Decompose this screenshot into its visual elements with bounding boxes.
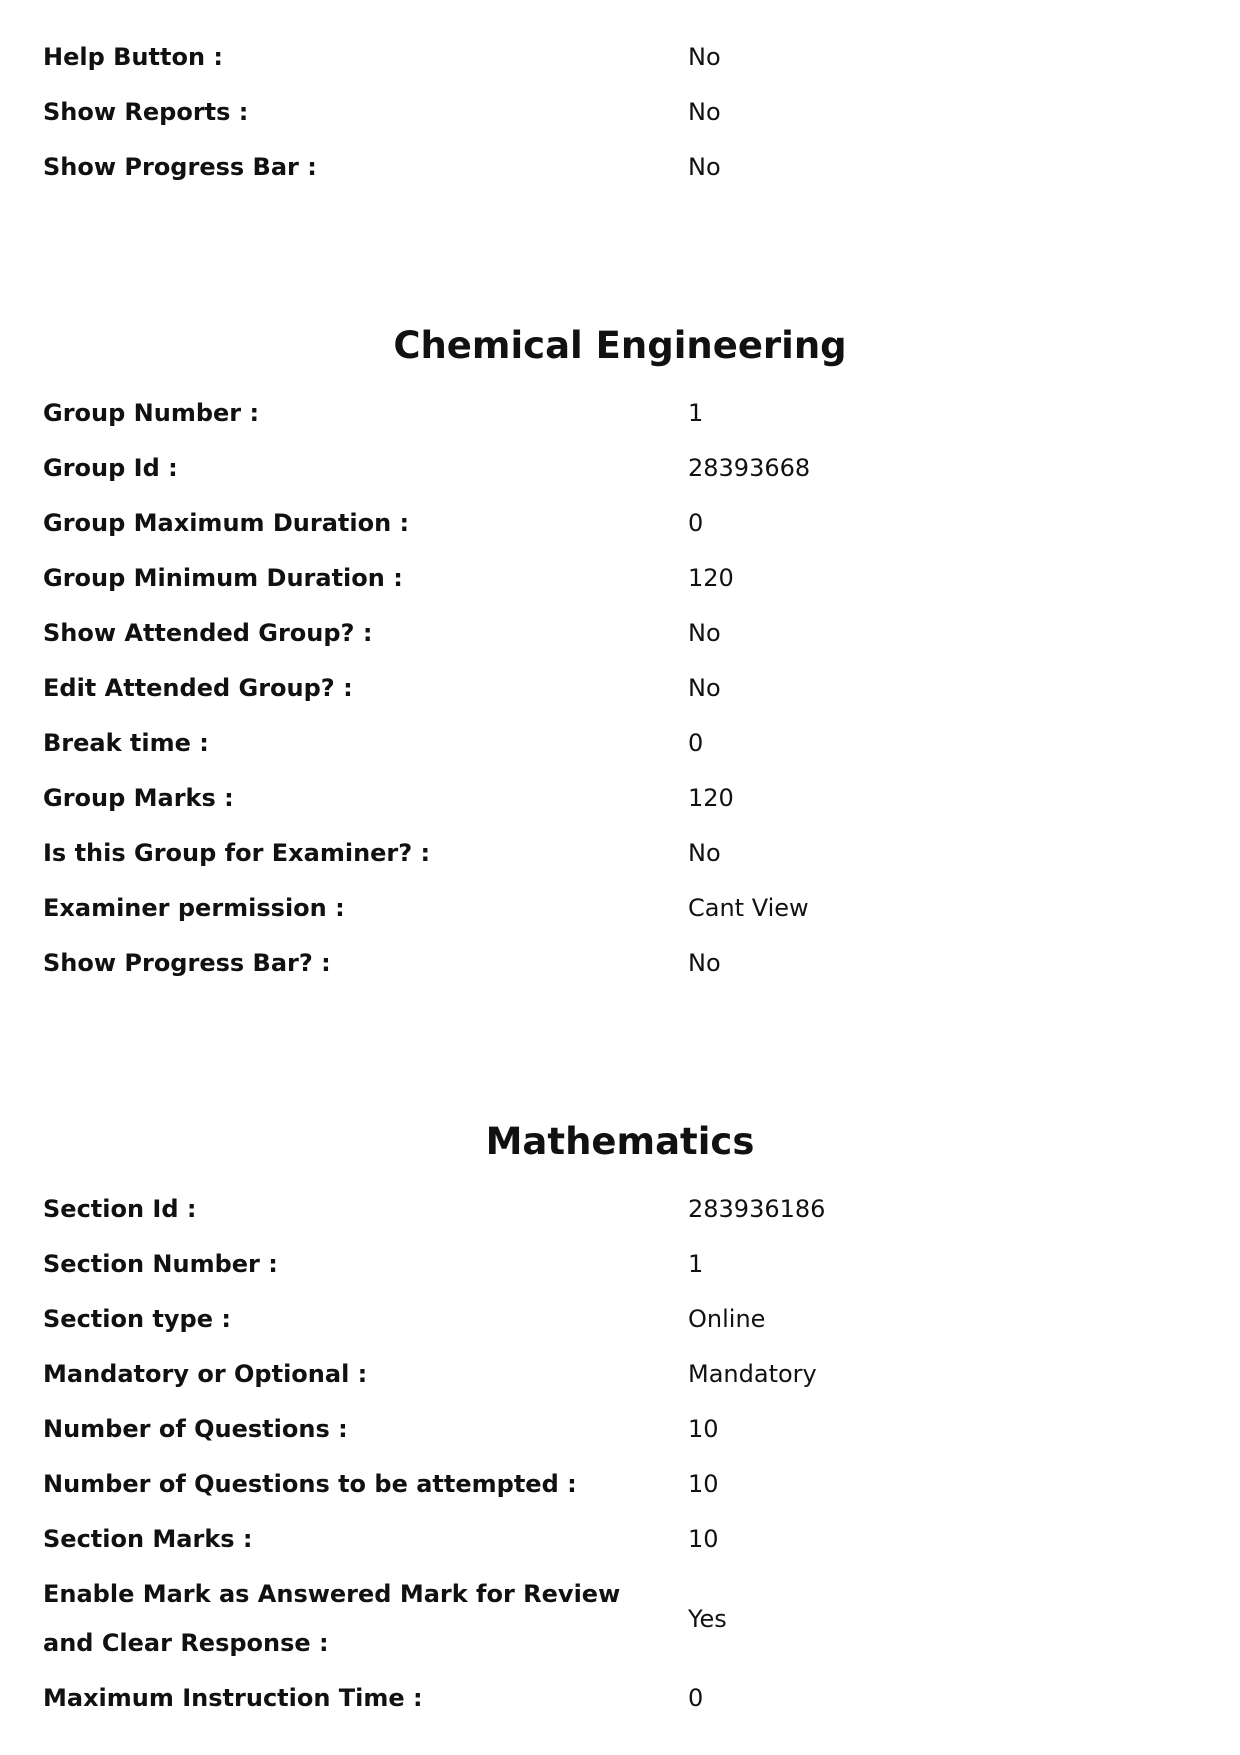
group-value: No bbox=[688, 949, 721, 977]
group-details bbox=[43, 386, 1203, 991]
section-value: 10 bbox=[688, 1415, 719, 1443]
section-value: Mandatory bbox=[688, 1360, 817, 1388]
section-label: Maximum Instruction Time : bbox=[43, 1684, 423, 1712]
group-label: Break time : bbox=[43, 729, 209, 757]
setting-row-help-button bbox=[43, 30, 1203, 85]
section-value: 10 bbox=[688, 1470, 719, 1498]
section-label: Number of Questions : bbox=[43, 1415, 348, 1443]
section-value: 283936186 bbox=[688, 1195, 826, 1223]
setting-label: Help Button : bbox=[43, 43, 223, 71]
group-value: 0 bbox=[688, 509, 704, 537]
section-row bbox=[43, 1237, 1203, 1292]
section-label: Section type : bbox=[43, 1305, 231, 1333]
group-label: Show Attended Group? : bbox=[43, 619, 373, 647]
group-title: Chemical Engineering bbox=[393, 324, 847, 367]
section-label: Enable Mark as Answered Mark for Review and Clear Response : bbox=[43, 1580, 621, 1657]
group-row bbox=[43, 551, 1203, 606]
group-row bbox=[43, 826, 1203, 881]
group-label: Group Number : bbox=[43, 399, 260, 427]
section-label: Mandatory or Optional : bbox=[43, 1360, 368, 1388]
section-value: 1 bbox=[688, 1250, 704, 1278]
section-value: 10 bbox=[688, 1525, 719, 1553]
top-settings bbox=[43, 30, 1203, 195]
section-row bbox=[43, 1182, 1203, 1237]
group-value: No bbox=[688, 839, 721, 867]
group-label: Show Progress Bar? : bbox=[43, 949, 331, 977]
section-value: 0 bbox=[688, 1684, 704, 1712]
group-row bbox=[43, 606, 1203, 661]
group-value: No bbox=[688, 674, 721, 702]
section-value: Yes bbox=[688, 1604, 727, 1633]
group-value: 28393668 bbox=[688, 454, 811, 482]
setting-value: No bbox=[688, 153, 721, 181]
group-row bbox=[43, 771, 1203, 826]
group-label: Examiner permission : bbox=[43, 894, 345, 922]
group-label: Is this Group for Examiner? : bbox=[43, 839, 431, 867]
setting-label: Show Reports : bbox=[43, 98, 249, 126]
section-row bbox=[43, 1457, 1203, 1512]
section-row bbox=[43, 1671, 1203, 1726]
section-label: Section Marks : bbox=[43, 1525, 253, 1553]
group-row bbox=[43, 716, 1203, 771]
section-value: Online bbox=[688, 1305, 766, 1333]
section-label: Section Id : bbox=[43, 1195, 197, 1223]
section-row bbox=[43, 1347, 1203, 1402]
setting-value: No bbox=[688, 98, 721, 126]
group-value: 1 bbox=[688, 399, 704, 427]
group-label: Group Marks : bbox=[43, 784, 234, 812]
group-row bbox=[43, 386, 1203, 441]
group-row bbox=[43, 661, 1203, 716]
setting-row-show-reports bbox=[43, 85, 1203, 140]
section-row bbox=[43, 1292, 1203, 1347]
section-label: Section Number : bbox=[43, 1250, 278, 1278]
group-value: Cant View bbox=[688, 894, 809, 922]
section-details bbox=[43, 1182, 1203, 1726]
group-row bbox=[43, 441, 1203, 496]
group-label: Group Minimum Duration : bbox=[43, 564, 403, 592]
section-row bbox=[43, 1402, 1203, 1457]
group-label: Group Id : bbox=[43, 454, 178, 482]
setting-label: Show Progress Bar : bbox=[43, 153, 317, 181]
section-row bbox=[43, 1567, 1203, 1671]
group-row bbox=[43, 496, 1203, 551]
group-value: 120 bbox=[688, 784, 734, 812]
group-row bbox=[43, 881, 1203, 936]
section-row bbox=[43, 1512, 1203, 1567]
setting-row-show-progress-bar bbox=[43, 140, 1203, 195]
group-value: No bbox=[688, 619, 721, 647]
setting-value: No bbox=[688, 43, 721, 71]
group-value: 120 bbox=[688, 564, 734, 592]
section-label: Number of Questions to be attempted : bbox=[43, 1470, 577, 1498]
group-label: Edit Attended Group? : bbox=[43, 674, 353, 702]
group-row bbox=[43, 936, 1203, 991]
group-label: Group Maximum Duration : bbox=[43, 509, 410, 537]
section-title: Mathematics bbox=[485, 1120, 755, 1163]
group-value: 0 bbox=[688, 729, 704, 757]
